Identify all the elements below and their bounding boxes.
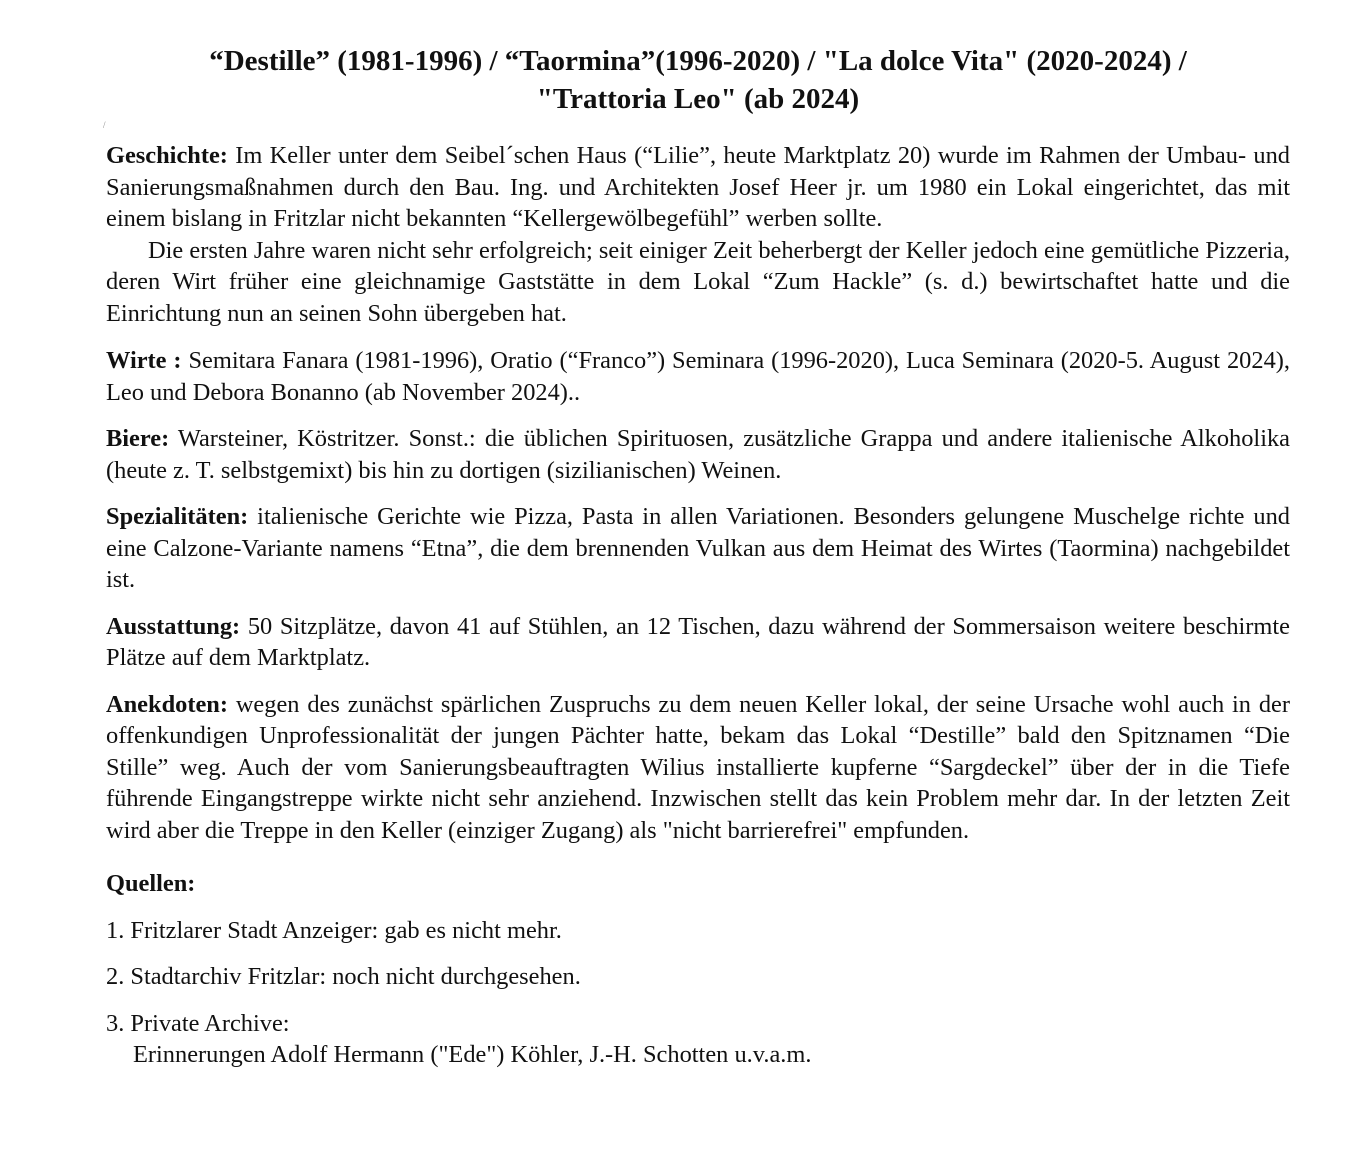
title-line-1: “Destille” (1981-1996) / “Taormina”(1996-2020) / "La dolce Vita" (2020-2024) /	[209, 45, 1187, 77]
title-line-2: "Trattoria Leo" (ab 2024)	[536, 83, 860, 115]
section-label: Spezialitäten:	[106, 503, 249, 530]
section-label: Ausstattung:	[106, 612, 241, 640]
section-text: 50 Sitzplätze, davon 41 auf Stühlen, an 12 Tischen, dazu während der Sommersaison weitere beschirmte Plätze auf dem Marktplatz.	[106, 612, 1290, 671]
document-page	[103, 42, 1290, 1071]
section-label: Geschichte:	[106, 142, 228, 169]
section-label: Wirte :	[106, 347, 182, 374]
section-text: Semitara Fanara (1981-1996), Oratio (“Franco”) Seminara (1996-2020), Luca Seminara (2020-5. August 2024), Leo und Debora Bonanno (ab November 2024)..	[106, 347, 1290, 406]
section-spezialitaeten	[106, 501, 1290, 596]
section-ausstattung	[106, 611, 1290, 674]
section-label: Biere:	[106, 425, 170, 452]
section-anekdoten	[106, 689, 1290, 847]
section-text: Warsteiner, Köstritzer. Sonst.: die üblichen Spirituosen, zusätzliche Grappa und andere italienische Alkoholika (heute z. T. selbstgemixt) bis hin zu dortigen (sizilianischen) Weinen.	[106, 425, 1290, 484]
source-item-3-detail: Erinnerungen Adolf Hermann ("Ede") Köhler, J.-H. Schotten u.v.a.m.	[133, 1041, 812, 1068]
section-text: italienische Gerichte wie Pizza, Pasta in allen Variationen. Besonders gelungene Muschelge richte und eine Calzone-Variante namens “Etna”, die dem brennenden Vulkan aus dem Heimat des Wirtes (Taormina) nachgebildet ist.	[106, 503, 1290, 593]
stray-mark: /	[103, 120, 106, 130]
section-wirte	[106, 345, 1290, 408]
source-item-3-label: 3. Private Archive:	[106, 1009, 290, 1037]
section-label: Anekdoten:	[106, 690, 228, 718]
section-text: Im Keller unter dem Seibel´schen Haus (“Lilie”, heute Marktplatz 20) wurde im Rahmen der Umbau- und Sanierungsmaßnahmen durch den Bau. Ing. und Architekten Josef Heer jr. um 1980 ein Lokal eingerichtet, das mit einem bislang in Fritzlar nicht bekannten “Kellergewölbegefühl” werben sollte.	[106, 142, 1290, 232]
page-title	[106, 42, 1290, 118]
sources-heading: Quellen:	[106, 870, 196, 897]
section-geschichte	[106, 140, 1290, 235]
section-text: wegen des zunächst spärlichen Zuspruchs zu dem neuen Keller lokal, der seine Ursache wohl auch in der offenkundigen Unprofessionalität der jungen Pächter hatte, bekam das Lokal “Destille” bald den Spitznamen “Die Stille” weg. Auch der vom Sanierungsbeauftragten Wilius installierte kupferne “Sargdeckel” über der in die Tiefe führende Eingangstreppe wirkte nicht sehr anziehend. Inzwischen stellt das kein Problem mehr dar. In der letzten Zeit wird aber die Treppe in den Keller (einziger Zugang) als "nicht barrierefrei" empfunden.	[106, 690, 1290, 844]
section-geschichte-continued: Die ersten Jahre waren nicht sehr erfolgreich; seit einiger Zeit beherbergt der Keller jedoch eine gemütliche Pizzeria, deren Wirt früher eine gleichnamige Gaststätte in dem Lokal “Zum Hackle” (s. d.) bewirtschaftet hatte und die Einrichtung nun an seinen Sohn übergeben hat.	[106, 236, 1290, 327]
source-item-2: 2. Stadtarchiv Fritzlar: noch nicht durchgesehen.	[106, 963, 581, 990]
section-biere	[106, 423, 1290, 486]
source-item-1: 1. Fritzlarer Stadt Anzeiger: gab es nicht mehr.	[106, 916, 562, 944]
source-item-3	[106, 1008, 1290, 1071]
